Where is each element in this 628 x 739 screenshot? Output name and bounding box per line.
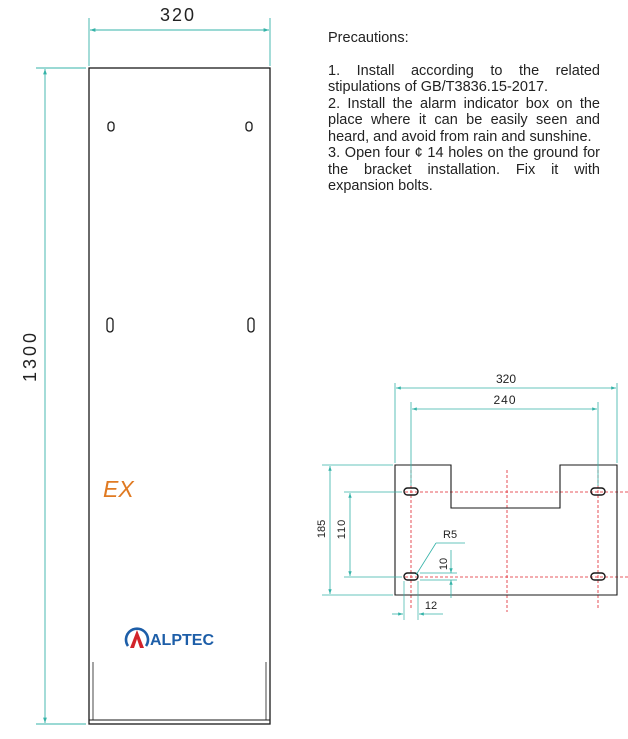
width-dimension-label: 320 xyxy=(159,5,197,25)
precaution-item-1: 1. Install according to the related stipulations of GB/T3836.15-2017. xyxy=(328,62,600,95)
hole-depth-label: 110 xyxy=(336,518,348,540)
mounting-slot xyxy=(246,122,252,131)
ex-mark: EX xyxy=(103,476,134,502)
edge-offset-label: 12 xyxy=(424,600,438,612)
mounting-slot xyxy=(108,122,114,131)
base-plate-outline xyxy=(395,465,617,595)
plate-depth-label: 185 xyxy=(316,519,328,539)
mounting-slot xyxy=(107,318,113,332)
slot-label: 10 xyxy=(438,557,450,571)
precautions-title: Precautions: xyxy=(328,30,409,46)
hole-spacing-label: 240 xyxy=(493,393,517,407)
mounting-slot xyxy=(248,318,254,332)
radius-label: R5 xyxy=(443,529,458,541)
plate-width-label: 320 xyxy=(495,372,517,386)
logo-text: ALPTEC xyxy=(150,632,214,649)
precaution-item-2: 2. Install the alarm indicator box on the place where it can be easily seen and heard, and avoid from rain and sunshine. xyxy=(328,95,600,145)
alptec-logo xyxy=(126,629,214,649)
logo-a-icon xyxy=(130,630,144,648)
precaution-item-3: 3. Open four ¢ 14 holes on the ground for the bracket installation. Fix it with expansion bolts. xyxy=(328,145,600,194)
base-plate-view xyxy=(316,372,628,620)
height-dimension-label: 1300 xyxy=(20,329,40,383)
front-view xyxy=(20,5,270,724)
precautions-panel xyxy=(328,30,600,195)
radius-leader-line xyxy=(416,543,436,575)
cabinet-outline xyxy=(89,68,270,724)
